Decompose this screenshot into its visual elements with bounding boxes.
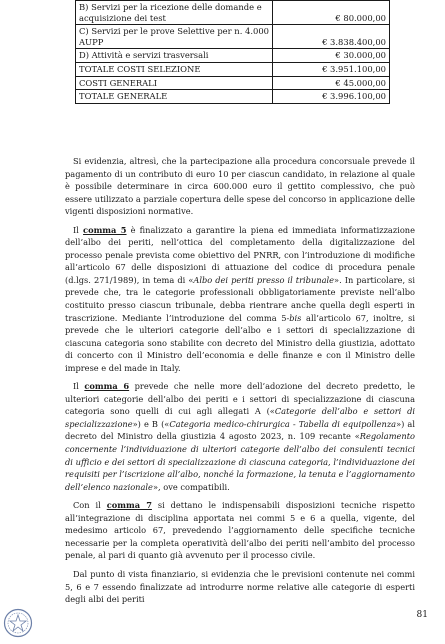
cost-amount: € 3.951.100,00 xyxy=(273,62,390,76)
p3-italic-2: Categoria medico-chirurgica - Tabella di equipollenza xyxy=(169,418,397,429)
cost-label: C) Servizi per le prove Selettive per n. 4.000 AUPP xyxy=(76,25,273,49)
p3-text-a: Il xyxy=(73,381,85,392)
p2-text-d: all’articolo 67, inoltre, si prevede che le ulteriori categorie dell’albo e i settori di specializzazione di ciascuna categoria sono stabilite con decreto del Ministro della giustizia, adottato di concerto con il Ministro dell’economia e delle finanze e con il Ministro delle imprese e del made in Italy. xyxy=(65,312,415,373)
cost-label: TOTALE GENERALE xyxy=(76,90,273,104)
paragraph-contributo: Si evidenzia, altresì, che la partecipazione alla procedura concorsuale prevede il pagamento di un contributo di euro 10 per ciascun candidato, in relazione al quale è possibile determinare in circa 600.000 euro il gettito complessivo, che può essere utilizzato a parziale copertura delle spese del concorso in applicazione delle vigenti disposizioni normative. xyxy=(65,156,415,217)
cost-row xyxy=(76,1,390,25)
p3-italic-1: Categorie dell’albo e settori di specializzazione xyxy=(65,406,415,429)
cost-row xyxy=(76,49,390,63)
p3-text-c: ») e B (« xyxy=(132,418,170,429)
body-text xyxy=(65,155,415,612)
p4-text-b: si dettano le indispensabili disposizioni tecniche rispetto all’integrazione di disciplina apportata nei commi 5 e 6 a quella, vigente, del medesimo articolo 67, prevedendo l’aggiornamento delle specifiche tecniche necessarie per la completa operatività dell’albo dei periti nell’ambito del processo penale, al pari di quanto già avvenuto per il processo civile. xyxy=(65,500,415,561)
cost-amount: € 3.996.100,00 xyxy=(273,90,390,104)
paragraph-comma-7 xyxy=(65,499,415,562)
cost-label: D) Attività e servizi trasversali xyxy=(76,49,273,63)
cost-label: B) Servizi per la ricezione delle domande e acquisizione dei test xyxy=(76,1,273,25)
p2-text-c: ». In particolare, si prevede che, tra le categorie professionali obbligatoriamente previste nell’albo costituito presso ciascun tribunale, debba rientrare anche quella degli esperti in trascrizione. Mediante l’introduzione del comma 5- xyxy=(65,274,415,323)
p3-italic-3: Regolamento concernente l’individuazione di ulteriori categorie dell’albo dei consulenti tecnici di ufficio e dei settori di specializzazione di ciascuna categoria, l’individuazione dei requisiti per l’iscrizione all’albo, nonché la formazione, la tenuta e l’aggiornamento dell’elenco nazionale xyxy=(65,431,415,492)
cost-amount: € 3.838.400,00 xyxy=(273,25,390,49)
cost-row xyxy=(76,62,390,76)
cost-table xyxy=(75,0,390,104)
seal-icon xyxy=(3,608,33,638)
paragraph-comma-5 xyxy=(65,224,415,375)
page-number: 81 xyxy=(416,610,428,620)
cost-row xyxy=(76,90,390,104)
cost-row xyxy=(76,76,390,90)
p2-text-a: Il xyxy=(73,224,84,235)
paragraph-finanziario: Dal punto di vista finanziario, si evidenzia che le previsioni contenute nei commi 5, 6 e 7 essendo finalizzate ad introdurre norme relative alle categorie di esperti degli albi dei periti xyxy=(65,568,415,605)
p4-text-a: Con il xyxy=(73,500,107,511)
comma-5-ref: comma 5 xyxy=(83,224,127,235)
cost-row xyxy=(76,25,390,49)
cost-table-body xyxy=(76,1,390,104)
comma-6-ref: comma 6 xyxy=(84,381,130,392)
p3-text-b: prevede che nelle more dell’adozione del decreto predetto, le ulteriori categorie dell’albo dei periti e i settori di specializzazione di ciascuna categoria sono quelli di cui agli allegati A (« xyxy=(65,381,415,417)
cost-amount: € 45.000,00 xyxy=(273,76,390,90)
cost-amount: € 30.000,00 xyxy=(273,49,390,63)
cost-label: TOTALE COSTI SELEZIONE xyxy=(76,62,273,76)
p3-text-e: », ove compatibili. xyxy=(152,481,230,492)
cost-label: COSTI GENERALI xyxy=(76,76,273,90)
p2-italic-2: bis xyxy=(289,312,302,323)
comma-7-ref: comma 7 xyxy=(106,500,152,511)
p2-text-b: è finalizzato a garantire la piena ed immediata informatizzazione dell’albo dei periti, nell’ottica del completamento della digitalizzazione del processo penale prevista come obiettivo del PNRR, con l’introduzione di modifiche all’articolo 67 delle disposizioni di attuazione del codice di procedura penale (d.lgs. 271/1989), in tema di « xyxy=(65,224,415,285)
cost-amount: € 80.000,00 xyxy=(273,1,390,25)
paragraph-comma-6 xyxy=(65,380,415,493)
p3-text-d: ») al decreto del Ministro della giustizia 4 agosto 2023, n. 109 recante « xyxy=(65,418,415,442)
p2-italic-1: Albo dei periti presso il tribunale xyxy=(193,274,335,285)
